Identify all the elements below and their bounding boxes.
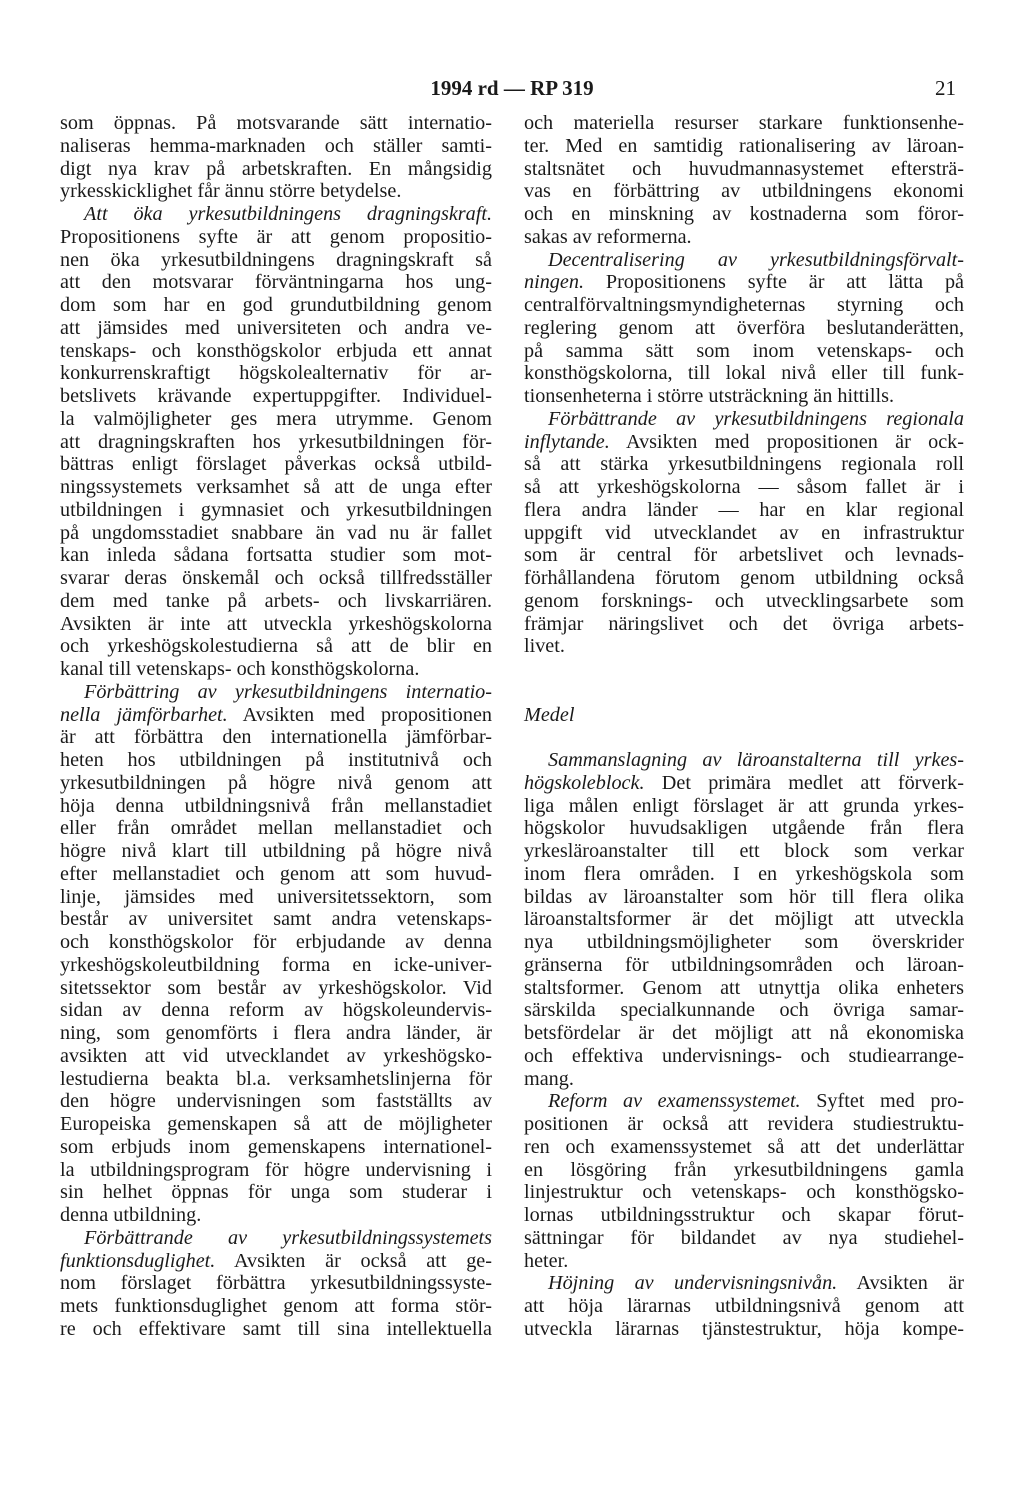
body-text: sättningar för bildandet av nya studiehel- <box>524 1226 964 1249</box>
running-header <box>0 76 1024 106</box>
text-line <box>524 476 964 499</box>
body-text: eller från området mellan mellanstadiet och <box>60 817 492 840</box>
text-line <box>60 408 492 431</box>
body-text: nya utbildningsmöjligheter som överskrider <box>524 931 964 953</box>
italic-heading: Höjning av undervisningsnivån. <box>548 1272 838 1295</box>
text-line <box>60 1318 492 1341</box>
body-text: ter. Med en samtidig rationalisering av läroan- <box>524 134 964 157</box>
italic-heading: inflytande. <box>524 430 610 453</box>
body-text: la valmöjligheter ges mera utrymme. Genom <box>60 407 492 430</box>
body-text: Avsikten är också att ge- <box>215 1249 492 1272</box>
text-line <box>60 135 492 158</box>
text-line <box>524 863 964 886</box>
body-text: den högre undervisningen som fastställts av <box>60 1090 492 1113</box>
text-line <box>60 977 492 1000</box>
text-line <box>60 112 492 135</box>
text-line <box>524 999 964 1022</box>
body-text: utbildningen i gymnasiet och yrkesutbildningen <box>60 498 492 521</box>
text-line <box>524 180 964 203</box>
text-line <box>60 1045 492 1068</box>
body-text: på samma sätt som inom vetenskaps- och <box>524 339 964 362</box>
italic-heading: Förbättring av yrkesutbildningens internatio- <box>84 680 492 703</box>
body-text: förhållandena förutom genom utbildning också <box>524 567 964 589</box>
text-line <box>60 817 492 840</box>
text-line <box>60 590 492 613</box>
body-text: utveckla lärarnas tjänstestruktur, höja kompe- <box>524 1317 964 1340</box>
body-text: en lösgöring från yrkesutbildningens gamla <box>524 1158 964 1181</box>
header-title: 1994 rd — RP 319 <box>430 76 594 100</box>
body-text: heten hos utbildningen på institutnivå och <box>60 749 492 771</box>
text-line <box>60 453 492 476</box>
text-line <box>60 1113 492 1136</box>
body-text: centralförvaltningsmyndigheternas styrning och <box>524 294 964 316</box>
body-text: linje, jämsides med universitetssektorn, som <box>60 885 492 908</box>
body-text: staltsnätet och huvudmannasystemet eftersträ- <box>524 157 964 180</box>
italic-heading: Sammanslagning av läroanstalterna till yrkes- <box>548 749 964 771</box>
body-text: avsikten att vid utvecklandet av yrkeshögsko- <box>60 1044 492 1067</box>
text-line <box>60 613 492 636</box>
text-line <box>524 522 964 545</box>
text-line <box>60 544 492 567</box>
text-line <box>524 158 964 181</box>
body-text: är att förbättra den internationella jämförbar- <box>60 726 492 749</box>
text-line <box>60 158 492 181</box>
body-text: heter. <box>524 1249 569 1272</box>
body-text: genom forsknings- och utvecklingsarbete som <box>524 589 964 612</box>
text-line <box>524 203 964 226</box>
body-text: linjestruktur och vetenskaps- och konsthögsko- <box>524 1181 964 1204</box>
body-text: betsfördelar är det möjligt att nå ekonomiska <box>524 1022 964 1044</box>
body-text: särskilda specialkunnande och övriga samar- <box>524 999 964 1022</box>
text-line <box>524 249 964 272</box>
body-text: bättras enligt förslaget påverkas också utbild- <box>60 453 492 476</box>
body-text: sakas av reformerna. <box>524 225 692 248</box>
text-line <box>524 817 964 840</box>
body-text: efter mellanstadiet och genom att som huvud- <box>60 862 492 885</box>
body-text: ning, som genomförts i flera andra länder, är <box>60 1022 492 1044</box>
text-line <box>524 1227 964 1250</box>
body-text: att dragningskraften hos yrkesutbildningen för- <box>60 430 492 453</box>
text-line <box>60 931 492 954</box>
spacer <box>524 658 964 681</box>
text-line <box>60 1295 492 1318</box>
body-text: ningssystemets verksamhet så att de unga efter <box>60 476 492 498</box>
text-line <box>524 1159 964 1182</box>
body-text: består av universitet samt andra vetenskaps- <box>60 908 492 931</box>
text-line <box>60 1250 492 1273</box>
body-text: Syftet med pro- <box>800 1090 964 1113</box>
body-text: la utbildningsprogram för högre undervisning i <box>60 1158 492 1181</box>
body-text: re och effektivare samt till sina intellektuella <box>60 1317 492 1340</box>
body-text: svarar deras önskemål och också tillfredsställer <box>60 567 492 589</box>
text-line <box>524 1318 964 1341</box>
text-line <box>60 1272 492 1295</box>
body-text: uppgift vid utvecklandet av en infrastruktur <box>524 521 964 544</box>
body-text: Avsikten med propositionen är ock- <box>609 430 964 453</box>
body-text: reglering genom att överföra beslutanderätten, <box>524 316 964 339</box>
text-line <box>60 908 492 931</box>
body-text: bildas av läroanstalter som hör till flera olika <box>524 885 964 908</box>
italic-heading: nella jämförbarhet. <box>60 703 228 726</box>
body-text: konkurrenskraftigt högskolealternativ för ar- <box>60 362 492 385</box>
text-line <box>524 135 964 158</box>
body-text: högskolor huvudsakligen utgående från flera <box>524 817 964 840</box>
text-line <box>524 431 964 454</box>
body-text: Propositionens syfte är att lätta på <box>584 271 964 294</box>
text-line <box>524 1272 964 1295</box>
text-line <box>524 908 964 931</box>
italic-heading: Medel <box>524 703 575 726</box>
text-line <box>60 863 492 886</box>
italic-heading: högskoleblock. <box>524 771 645 794</box>
body-text: Det primära medlet att förverk- <box>644 771 964 794</box>
text-line <box>60 1227 492 1250</box>
body-text: sidan av denna reform av högskoleundervis- <box>60 999 492 1022</box>
text-line <box>60 658 492 681</box>
body-text: positionen är också att revidera studiestruktu- <box>524 1113 964 1135</box>
text-line <box>524 795 964 818</box>
text-line <box>524 294 964 317</box>
body-text: som erbjuds inom gemenskapens internationel- <box>60 1135 492 1158</box>
text-line <box>524 1068 964 1091</box>
body-text: tionsenheterna i större utsträckning än hittills. <box>524 385 895 407</box>
text-line <box>524 112 964 135</box>
body-text: denna utbildning. <box>60 1204 202 1226</box>
text-line <box>524 1181 964 1204</box>
text-line <box>60 635 492 658</box>
body-text: naliseras hemma-marknaden och ställer samti- <box>60 134 492 157</box>
body-text: läroanstaltsformer är det möjligt att utveckla <box>524 908 964 931</box>
body-text: att den motsvarar förväntningarna hos ung- <box>60 271 492 294</box>
text-line <box>524 1204 964 1227</box>
text-line <box>524 226 964 249</box>
text-line <box>60 1159 492 1182</box>
page-number: 21 <box>935 76 956 100</box>
text-line <box>524 749 964 772</box>
text-line <box>60 499 492 522</box>
text-line <box>60 772 492 795</box>
italic-heading: funktionsduglighet. <box>60 1249 216 1272</box>
text-line <box>524 1250 964 1273</box>
body-text: och materiella resurser starkare funktionsenhe- <box>524 112 964 134</box>
text-line <box>60 476 492 499</box>
text-line <box>524 840 964 863</box>
text-line <box>60 795 492 818</box>
text-line <box>60 249 492 272</box>
body-text: lornas utbildningsstruktur och skapar förut- <box>524 1204 964 1226</box>
text-line <box>60 567 492 590</box>
body-text: högre nivå klart till utbildning på högre nivå <box>60 840 492 862</box>
spacer <box>524 681 964 704</box>
body-text: gränserna för utbildningsområden och läroan- <box>524 953 964 976</box>
text-line <box>60 522 492 545</box>
body-text: inom flera områden. I en yrkeshögskola som <box>524 862 964 885</box>
text-line <box>60 385 492 408</box>
text-line <box>524 590 964 613</box>
body-text: Avsikten med propositionen <box>227 703 493 726</box>
body-text: tenskaps- och konsthögskolor erbjuda ett annat <box>60 339 492 362</box>
text-line <box>60 1181 492 1204</box>
body-text: kan inleda sådana fortsatta studier som mot- <box>60 544 492 567</box>
body-text: som öppnas. På motsvarande sätt internatio- <box>60 112 492 134</box>
text-line <box>60 1068 492 1091</box>
body-text: ren och examenssystemet så att det underlättar <box>524 1135 964 1158</box>
text-line <box>524 931 964 954</box>
text-line <box>60 1090 492 1113</box>
text-line <box>524 1136 964 1159</box>
text-line <box>524 362 964 385</box>
body-text: dem med tanke på arbets- och livskarriären. <box>60 589 492 612</box>
text-line <box>524 408 964 431</box>
italic-heading: Reform av examenssystemet. <box>548 1090 801 1113</box>
body-text: liga målen enligt förslaget är att grunda yrkes- <box>524 794 964 817</box>
text-line <box>524 1045 964 1068</box>
italic-heading: ningen. <box>524 271 584 294</box>
text-line <box>524 1113 964 1136</box>
body-text: Avsikten är <box>837 1272 964 1295</box>
body-text: som är central för arbetslivet och levnads- <box>524 544 964 567</box>
body-text: nom förslaget förbättra yrkesutbildningssyste- <box>60 1272 492 1295</box>
body-text: sitetssektor som består av yrkeshögskolor. Vid <box>60 976 492 999</box>
body-text: nen öka yrkesutbildningens dragningskraft så <box>60 248 492 271</box>
text-line <box>60 1204 492 1227</box>
body-text: och konsthögskolor för erbjudande av denna <box>60 931 492 953</box>
text-line <box>60 681 492 704</box>
body-text: sin helhet öppnas för unga som studerar i <box>60 1181 492 1204</box>
body-text: flera andra länder — har en klar regional <box>524 498 964 521</box>
text-line <box>524 613 964 636</box>
text-line <box>524 704 964 727</box>
body-text: mets funktionsduglighet genom att forma stör- <box>60 1295 492 1317</box>
body-text: att höja lärarnas utbildningsnivå genom att <box>524 1295 964 1317</box>
left-text-column <box>60 112 492 1341</box>
body-text: mang. <box>524 1067 574 1090</box>
text-line <box>60 999 492 1022</box>
text-line <box>60 203 492 226</box>
italic-heading: Decentralisering av yrkesutbildningsförvalt- <box>548 248 964 271</box>
body-text: höja denna utbildningsnivå från mellanstadiet <box>60 794 492 817</box>
body-text: så att stärka yrkesutbildningens regionala roll <box>524 453 964 476</box>
text-line <box>524 635 964 658</box>
body-text: yrkesläroanstalter till ett block som verkar <box>524 840 964 862</box>
text-line <box>524 1022 964 1045</box>
body-text: livet. <box>524 635 565 658</box>
body-text: och effektiva undervisnings- och studiearrange- <box>524 1044 964 1067</box>
text-line <box>524 385 964 408</box>
text-line <box>524 499 964 522</box>
text-line <box>524 544 964 567</box>
text-line <box>60 340 492 363</box>
text-line <box>60 362 492 385</box>
text-line <box>60 1022 492 1045</box>
text-line <box>60 431 492 454</box>
body-text: på ungdomsstadiet snabbare än vad nu är fallet <box>60 521 492 544</box>
body-text: kanal till vetenskaps- och konsthögskolorna. <box>60 658 420 680</box>
right-text-column <box>524 112 964 1341</box>
text-line <box>524 977 964 1000</box>
italic-heading: Förbättrande av yrkesutbildningens regionala <box>548 407 964 430</box>
body-text: lestudierna beakta bl.a. verksamhetslinjerna för <box>60 1067 492 1090</box>
body-text: Propositionens syfte är att genom propositio- <box>60 225 492 248</box>
body-text: vas en förbättring av utbildningens ekonomi <box>524 180 964 203</box>
text-line <box>524 772 964 795</box>
body-text: och yrkeshögskolestudierna så att de blir en <box>60 635 492 658</box>
text-line <box>60 180 492 203</box>
body-text: främjar näringslivet och det övriga arbets- <box>524 612 964 635</box>
body-text: och en minskning av kostnaderna som föror- <box>524 203 964 225</box>
text-line <box>524 340 964 363</box>
body-text: dom som har en god grundutbildning genom <box>60 294 492 316</box>
body-text: yrkesskicklighet får ännu större betydelse. <box>60 180 402 203</box>
text-line <box>524 271 964 294</box>
spacer <box>524 726 964 749</box>
text-line <box>524 954 964 977</box>
text-line <box>524 317 964 340</box>
body-text: att jämsides med universiteten och andra ve- <box>60 316 492 339</box>
text-line <box>524 1090 964 1113</box>
text-line <box>60 294 492 317</box>
text-line <box>60 317 492 340</box>
italic-heading: Att öka yrkesutbildningens dragningskraft. <box>84 203 492 225</box>
body-text: betslivets krävande expertuppgifter. Individuel- <box>60 385 492 407</box>
text-line <box>524 567 964 590</box>
text-line <box>524 1295 964 1318</box>
body-text: yrkesutbildningen på högre nivå genom att <box>60 771 492 794</box>
body-text: så att yrkeshögskolorna — såsom fallet är i <box>524 476 964 498</box>
italic-heading: Förbättrande av yrkesutbildningssystemets <box>84 1226 492 1249</box>
body-text: digt nya krav på arbetskraften. En mångsidig <box>60 157 492 180</box>
text-line <box>524 453 964 476</box>
body-text: Avsikten är inte att utveckla yrkeshögskolorna <box>60 612 492 635</box>
text-line <box>60 886 492 909</box>
text-line <box>60 726 492 749</box>
text-line <box>60 704 492 727</box>
text-line <box>60 840 492 863</box>
text-line <box>60 749 492 772</box>
body-text: konsthögskolorna, till lokal nivå eller till funk- <box>524 362 964 385</box>
text-line <box>60 1136 492 1159</box>
body-text: staltsformer. Genom att utnyttja olika enheters <box>524 976 964 999</box>
body-text: yrkeshögskoleutbildning forma en icke-univer- <box>60 953 492 976</box>
text-line <box>524 886 964 909</box>
body-text: Europeiska gemenskapen så att de möjligheter <box>60 1113 492 1135</box>
text-line <box>60 226 492 249</box>
text-line <box>60 271 492 294</box>
text-line <box>60 954 492 977</box>
